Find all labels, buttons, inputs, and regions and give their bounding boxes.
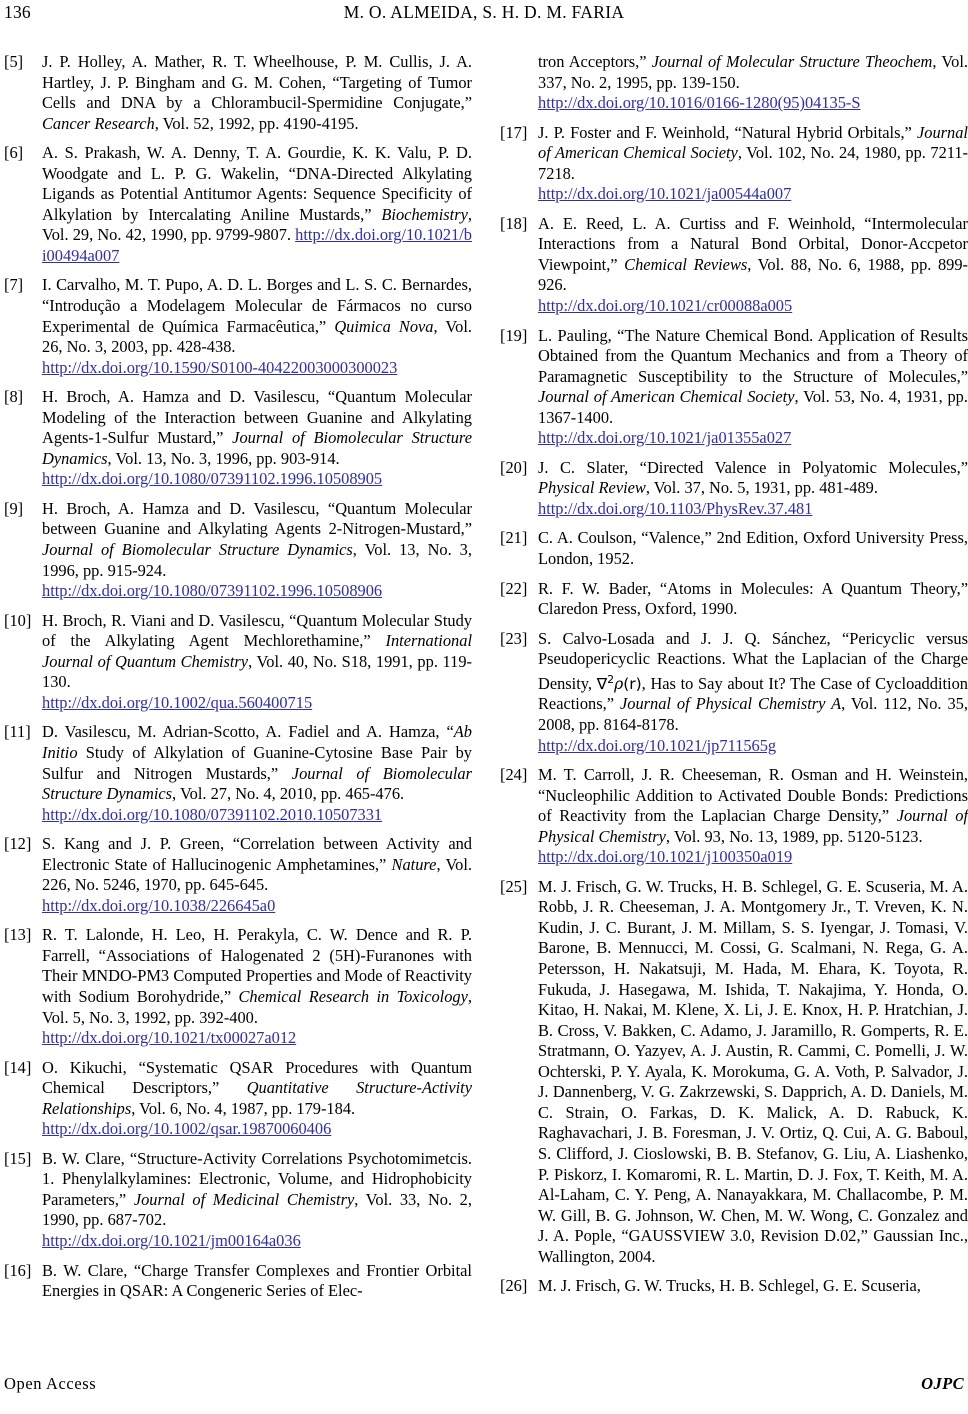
reference-authors: A. E. Reed, L. A. Curtiss and F. Weinhold, [538, 213, 865, 233]
reference-details: , Vol. 226, No. 5246, 1970, pp. 645-645. [42, 854, 473, 895]
reference-title-italic: Ab Initio [42, 722, 472, 762]
reference-authors: H. Broch, R. Viani and D. Vasilescu, [42, 610, 290, 630]
reference-journal: Journal of American Chemical Society [538, 387, 795, 407]
reference-title: “DNA-Directed Alkylating Ligands as Potential Antitumor Agents: Sequence Specificity of Alkylation by Intercalating Aniline Mustards,” [42, 163, 472, 224]
reference-journal: Journal of Physical Chemistry A [619, 694, 842, 714]
reference-authors: S. Kang and J. P. Green, [42, 834, 233, 854]
reference-authors: R. T. Lalonde, H. Leo, H. Perakyla, C. W. Dence and R. P. Farrell, [42, 925, 472, 965]
reference-label: [26] [500, 1276, 528, 1296]
reference-label: [25] [500, 876, 528, 896]
reference-details: , Vol. 93, No. 13, 1989, pp. 5120-5123. [665, 826, 923, 846]
reference-label: [17] [500, 122, 528, 142]
reference-body [538, 458, 968, 499]
reference-journal: Journal of Biomolecular Structure Dynamics [42, 763, 473, 804]
reference-journal: Physical Review [538, 478, 646, 498]
doi-link[interactable]: http://dx.doi.org/10.1021/jm00164a036 [42, 1230, 301, 1250]
reference-title: “Quantum Molecular Modeling of the Interaction between Guanine and Alkylating Agents-1-Sulfur Mustard,” [42, 387, 472, 448]
reference-body [42, 611, 472, 693]
reference-item [500, 326, 968, 449]
reference-title-cont: , Has to Say about It? The Case of Cycloaddition Reactions,” [538, 673, 968, 714]
reference-label: [8] [4, 387, 24, 407]
reference-body [538, 765, 968, 847]
reference-body [42, 52, 472, 134]
reference-journal: Biochemistry [381, 204, 468, 224]
reference-label: [14] [4, 1057, 32, 1077]
reference-title: “Correlation between Activity and Electronic State of Hallucinogenic Amphetamines,” [42, 834, 472, 874]
reference-authors: J. P. Foster and F. Weinhold, [538, 122, 735, 142]
reference-authors: O. Kikuchi, [42, 1057, 139, 1077]
reference-body [42, 275, 472, 357]
reference-body [42, 834, 472, 896]
reference-body [538, 629, 968, 736]
reference-body [42, 1261, 472, 1302]
reference-label: [11] [4, 722, 31, 742]
reference-details: , Vol. 337, No. 2, 1995, pp. 139-150. [538, 52, 968, 92]
reference-details: , Vol. 27, No. 4, 2010, pp. 465-476. [172, 784, 405, 804]
reference-body [42, 925, 472, 1028]
reference-label: [18] [500, 213, 528, 233]
doi-link[interactable]: http://dx.doi.org/10.1080/07391102.1996.10508906 [42, 581, 383, 601]
reference-details: , Vol. 26, No. 3, 2003, pp. 428-438. [42, 316, 472, 357]
reference-authors: L. Pauling, [538, 325, 618, 345]
reference-item [4, 143, 472, 266]
reference-item [4, 925, 472, 1048]
reference-details: , Vol. 33, No. 2, 1990, pp. 687-702. [42, 1189, 472, 1230]
doi-link[interactable]: http://dx.doi.org/10.1021/bi00494a007 [42, 225, 472, 265]
page-footer [0, 1374, 968, 1396]
reference-title: “Systematic QSAR Procedures with Quantum Chemical Descriptors,” [42, 1057, 472, 1098]
reference-title: “Directed Valence in Polyatomic Molecules,” [639, 457, 968, 477]
reference-title: “Valence,” 2nd Edition, Oxford University Press, London, 1952. [538, 528, 968, 569]
reference-body [538, 579, 968, 620]
reference-title: “Atoms in Molecules: A Quantum Theory,” Claredon Press, Oxford, 1990. [538, 578, 968, 619]
reference-item [4, 1149, 472, 1252]
reference-label: [12] [4, 834, 32, 854]
doi-link[interactable]: http://dx.doi.org/10.1021/cr00088a005 [538, 296, 793, 316]
reference-journal: Chemical Research in Toxicology [238, 986, 468, 1006]
reference-body [538, 52, 968, 93]
reference-authors: H. Broch, A. Hamza and D. Vasilescu, [42, 387, 328, 407]
doi-link[interactable]: http://dx.doi.org/10.1080/07391102.2010.10507331 [42, 804, 383, 824]
reference-item [500, 877, 968, 1267]
reference-authors: M. J. Frisch, G. W. Trucks, H. B. Schlegel, G. E. Scuseria, M. A. Robb, J. R. Cheeseman, J. A. Montgomery Jr., T. Vreven, K. N. Kudin, J. C. Burant, J. M. Millam, S. S. Iyengar, J. Tomasi, V. Barone, B. Mennucci, M. Cossi, G. Scalmani, N. Rega, G. A. Petersson, H. Nakatsuji, M. Hada, M. Ehara, K. Toyota, R. Fukuda, J. Hasegawa, M. Ishida, T. Nakajima, Y. Honda, O. Kitao, H. Nakai, M. Klene, X. Li, J. E. Knox, H. P. Hratchian, J. B. Cross, V. Bakken, C. Adamo, J. Jaramillo, R. Gomperts, R. E. Stratmann, O. Yazyev, A. J. Austin, R. Cammi, C. Pomelli, J. W. Ochterski, P. Y. Ayala, K. Morokuma, G. A. Voth, P. Salvador, J. J. Dannenberg, V. G. Zakrzewski, S. Dapprich, A. D. Daniels, M. C. Strain, O. Farkas, D. K. Malick, A. D. Rabuck, K. Raghavachari, J. B. Foresman, J. V. Ortiz, Q. Cui, A. G. Baboul, S. Clifford, J. Cioslowski, B. B. Stefanov, G. Liu, A. Liashenko, P. Piskorz, I. Komaromi, R. L. Martin, D. J. Fox, T. Keith, M. A. Al-Laham, C. Y. Peng, A. Nanayakkara, M. Challacombe, P. M. W. Gill, B. G. Johnson, W. Chen, M. W. Wong, C. Gonzalez and J. A. Pople, [538, 876, 968, 1246]
reference-journal: Chemical Reviews [624, 254, 748, 274]
doi-link[interactable]: http://dx.doi.org/10.1038/226645a0 [42, 895, 276, 915]
reference-authors: J. P. Holley, A. Mather, R. T. Wheelhouse, P. M. Cullis, J. A. Hartley, J. P. Bingham and G. M. Cohen, [42, 52, 472, 92]
reference-item [4, 499, 472, 602]
reference-journal: Journal of Biomolecular Structure Dynamics [42, 540, 353, 560]
running-head [0, 2, 968, 26]
reference-authors: B. W. Clare, [42, 1148, 130, 1168]
reference-body [538, 326, 968, 429]
reference-authors: S. Calvo-Losada and J. J. Q. Sánchez, [538, 628, 842, 648]
left-column [4, 52, 472, 1302]
reference-details: , Vol. 29, No. 42, 1990, pp. 9799-9807. [42, 204, 472, 245]
reference-details: , Vol. 5, No. 3, 1992, pp. 392-400. [42, 986, 472, 1027]
reference-item [500, 1276, 968, 1297]
reference-label: [13] [4, 925, 32, 945]
reference-body [538, 1276, 968, 1297]
reference-columns [0, 52, 968, 1352]
reference-body [538, 214, 968, 296]
reference-label: [10] [4, 610, 32, 630]
reference-item [500, 528, 968, 569]
reference-label: [6] [4, 143, 24, 163]
reference-journal: International Journal of Quantum Chemistry [42, 631, 472, 671]
page-number: 136 [4, 2, 31, 22]
reference-item [4, 52, 472, 134]
reference-authors: A. S. Prakash, W. A. Denny, T. A. Gourdie, K. K. Valu, P. D. Woodgate and L. P. G. Wakelin, [42, 143, 472, 183]
reference-journal: Journal of Physical Chemistry [538, 806, 968, 846]
reference-details: , Vol. 102, No. 24, 1980, pp. 7211-7218. [538, 143, 968, 183]
reference-label: [24] [500, 765, 528, 785]
reference-journal: Journal of American Chemical Society [538, 122, 968, 163]
reference-label: [15] [4, 1148, 32, 1168]
reference-authors: J. C. Slater, [538, 457, 640, 477]
reference-item [4, 611, 472, 714]
reference-body [42, 722, 472, 804]
reference-body [42, 1058, 472, 1120]
reference-title: “Targeting of Tumor Cells and DNA by a Chlorambucil-Spermidine Conjugate,” [42, 72, 472, 113]
doi-link[interactable]: http://dx.doi.org/10.1021/jp711565g [538, 735, 777, 755]
reference-title: “Nucleophilic Addition to Activated Double Bonds: Predictions of Reactivity from the Laplacian Charge Density,” [538, 785, 968, 826]
journal-abbreviation: OJPC [921, 1374, 964, 1393]
reference-title: “Associations of Halogenated 2 (5H)-Furanones with Their MNDO-PM3 Computed Properties and Mode of Reactivity with Sodium Borohydride,” [42, 945, 472, 1006]
reference-authors: M. J. Frisch, G. W. Trucks, H. B. Schlegel, G. E. Scuseria, [538, 1276, 921, 1296]
reference-journal: Quimica Nova [334, 316, 434, 336]
reference-journal: Journal of Molecular Structure Theochem [651, 52, 933, 71]
reference-label: [22] [500, 578, 528, 598]
reference-journal: Cancer Research [42, 113, 155, 133]
reference-details: , Vol. 13, No. 3, 1996, pp. 915-924. [42, 540, 472, 580]
reference-label: [9] [4, 498, 24, 518]
reference-body [42, 387, 472, 469]
reference-body [538, 877, 968, 1267]
reference-journal: Journal of Medicinal Chemistry [133, 1189, 355, 1209]
reference-body [538, 528, 968, 569]
reference-authors: R. F. W. Bader, [538, 578, 660, 598]
reference-title: “The Nature Chemical Bond. Application of Results Obtained from the Quantum Mechanics and from a Theory of Paramagnetic Susceptibility to the Structure of Molecules,” [538, 325, 968, 386]
laplacian-operator: ∇$^2$ρ(r) [596, 672, 642, 693]
reference-journal: Nature [391, 854, 437, 874]
reference-continuation [500, 52, 968, 114]
reference-title: “Introdução a Modelagem Molecular de Fármacos no curso Experimental de Química Farmacêutica,” [42, 296, 472, 336]
doi-link[interactable]: http://dx.doi.org/10.1021/j100350a019 [538, 847, 793, 867]
right-column [500, 52, 968, 1297]
reference-label: [20] [500, 457, 528, 477]
doi-link[interactable]: http://dx.doi.org/10.1002/qsar.19870060406 [42, 1119, 332, 1139]
doi-link[interactable]: http://dx.doi.org/10.1021/ja00544a007 [538, 184, 792, 204]
reference-details: , Vol. 112, No. 35, 2008, pp. 8164-8178. [538, 694, 968, 735]
reference-authors: D. Vasilescu, M. Adrian-Scotto, A. Fadiel and A. Hamza, [42, 722, 447, 742]
reference-title: “GAUSSVIEW 3.0, Revision D.02,” Gaussian Inc., Wallington, 2004. [538, 1226, 968, 1266]
reference-details: , Vol. 37, No. 5, 1931, pp. 481-489. [645, 478, 878, 498]
reference-title: “Structure-Activity Correlations Psychotomimetcis. 1. Phenylalkylamines: Electronic, Volume, and Hidrophobicity Parameters,” [42, 1148, 472, 1209]
reference-details: , Vol. 53, No. 4, 1931, pp. 1367-1400. [538, 387, 968, 427]
reference-details: , Vol. 52, 1992, pp. 4190-4195. [154, 113, 359, 133]
reference-authors: M. T. Carroll, J. R. Cheeseman, R. Osman and H. Weinstein, [538, 765, 968, 785]
reference-title: “Charge Transfer Complexes and Frontier Orbital Energies in QSAR: A Congeneric Series of Elec- [42, 1260, 472, 1301]
reference-details: , Vol. 13, No. 3, 1996, pp. 903-914. [107, 448, 340, 468]
reference-item [4, 722, 472, 825]
reference-item [500, 629, 968, 756]
reference-journal: Journal of Biomolecular Structure Dynamics [42, 428, 472, 468]
reference-authors: H. Broch, A. Hamza and D. Vasilescu, [42, 498, 328, 518]
reference-body [42, 143, 472, 266]
reference-item [500, 458, 968, 520]
reference-label: [19] [500, 325, 528, 345]
reference-authors: I. Carvalho, M. T. Pupo, A. D. L. Borges and L. S. C. Bernardes, [42, 275, 472, 295]
running-title: M. O. ALMEIDA, S. H. D. M. FARIA [343, 2, 625, 22]
reference-authors: C. A. Coulson, [538, 528, 642, 548]
continuation-text: tron Acceptors,” [538, 52, 652, 71]
reference-title: “Natural Hybrid Orbitals,” [734, 122, 917, 142]
doi-link[interactable]: http://dx.doi.org/10.1103/PhysRev.37.481 [538, 498, 813, 518]
reference-item [500, 123, 968, 205]
reference-item [500, 579, 968, 620]
reference-item [4, 1058, 472, 1140]
doi-link[interactable]: http://dx.doi.org/10.1002/qua.560400715 [42, 692, 313, 712]
reference-body [42, 1149, 472, 1231]
reference-item [500, 765, 968, 868]
reference-item [4, 834, 472, 916]
doi-link[interactable]: http://dx.doi.org/10.1021/tx00027a012 [42, 1028, 297, 1048]
reference-title: “Quantum Molecular between Guanine and Alkylating Agents 2-Nitrogen-Mustard,” [42, 498, 472, 539]
reference-journal: Quantitative Structure-Activity Relationships [42, 1078, 472, 1118]
reference-details: , Vol. 6, No. 4, 1987, pp. 179-184. [131, 1098, 356, 1118]
reference-label: [23] [500, 628, 528, 648]
reference-details: , Vol. 40, No. S18, 1991, pp. 119-130. [42, 651, 472, 692]
doi-link[interactable]: http://dx.doi.org/10.1590/S0100-40422003000300023 [42, 357, 398, 377]
reference-authors: B. W. Clare, [42, 1260, 134, 1280]
reference-item [4, 275, 472, 378]
reference-title-prefix: “ [446, 722, 454, 742]
reference-item [500, 214, 968, 317]
open-access-label: Open Access [4, 1374, 97, 1393]
reference-body [538, 123, 968, 185]
reference-label: [16] [4, 1260, 32, 1280]
reference-details: , Vol. 88, No. 6, 1988, pp. 899-926. [538, 254, 968, 295]
doi-link[interactable]: http://dx.doi.org/10.1080/07391102.1996.10508905 [42, 469, 383, 489]
doi-link[interactable]: http://dx.doi.org/10.1021/ja01355a027 [538, 428, 792, 448]
reference-title: Study of Alkylation of Guanine-Cytosine Base Pair by Sulfur and Nitrogen Mustards,” [42, 742, 472, 783]
reference-label: [5] [4, 52, 24, 71]
reference-label: [7] [4, 275, 24, 295]
reference-item [4, 387, 472, 490]
reference-body [42, 499, 472, 581]
reference-title: “Pericyclic versus Pseudopericyclic Reactions. What the Laplacian of the Charge Density, [538, 628, 968, 693]
reference-title: “Quantum Molecular Study of the Alkylating Agent Mechlorethamine,” [42, 610, 472, 651]
reference-item [4, 1261, 472, 1302]
reference-label: [21] [500, 528, 528, 548]
doi-link[interactable]: http://dx.doi.org/10.1016/0166-1280(95)04135-S [538, 93, 861, 113]
reference-title: “Intermolecular Interactions from a Natural Bond Orbital, Donor-Accpetor Viewpoint,” [538, 213, 968, 274]
